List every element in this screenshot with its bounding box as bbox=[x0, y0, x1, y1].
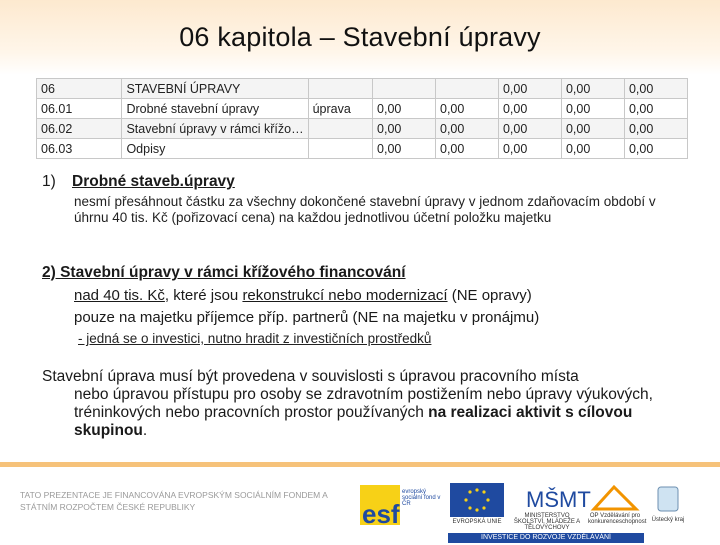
table-cell: 0,00 bbox=[561, 119, 624, 139]
section-1-heading: Drobné staveb.úpravy bbox=[72, 173, 235, 190]
line-a-end: (NE opravy) bbox=[447, 287, 532, 304]
table-cell: 0,00 bbox=[373, 99, 436, 119]
table-cell: 0,00 bbox=[561, 139, 624, 159]
table-cell: Stavební úpravy v rámci křížo… bbox=[122, 119, 308, 139]
table-cell bbox=[373, 79, 436, 99]
eu-flag bbox=[450, 483, 504, 525]
table-cell: 0,00 bbox=[498, 99, 561, 119]
table-cell: 0,00 bbox=[561, 79, 624, 99]
esf-label: evropský sociální fond v ČR bbox=[402, 489, 441, 507]
table-cell bbox=[308, 119, 372, 139]
table-cell: 0,00 bbox=[498, 119, 561, 139]
table-cell bbox=[308, 139, 372, 159]
reconstruction-underlined: rekonstrukcí nebo modernizací bbox=[242, 287, 448, 304]
section-1-number: 1) bbox=[42, 173, 56, 190]
table-cell: 0,00 bbox=[498, 139, 561, 159]
table-cell: 0,00 bbox=[624, 99, 687, 119]
footer bbox=[0, 462, 720, 545]
op-arrow-icon bbox=[588, 483, 642, 513]
table-cell bbox=[436, 79, 499, 99]
table-cell: 06.01 bbox=[37, 99, 122, 119]
op-logo bbox=[588, 483, 647, 531]
section-3-rest: nebo úpravou přístupu pro osoby se zdravotním postižením nebo úpravy výukových, tréninkových nebo pracovních prostor používaných bbox=[74, 386, 653, 421]
section-2-line-c: - jedná se o investici, nutno hradit z investičních prostředků bbox=[78, 331, 432, 346]
kraj-label: Ústecký kraj bbox=[651, 517, 685, 523]
table-cell: úprava bbox=[308, 99, 372, 119]
table-row bbox=[37, 99, 688, 119]
op-label: OP Vzdělávání pro konkurenceschopnost bbox=[588, 513, 647, 525]
table-cell: 0,00 bbox=[624, 79, 687, 99]
section-1-text: nesmí přesáhnout částku za všechny dokončené stavební úpravy v jednom zdaňovacím období v úhrnu 40 tis. Kč (pořizovací cena) na každou jednotlivou účetní položku majetku bbox=[74, 194, 656, 225]
table-cell: 0,00 bbox=[436, 119, 499, 139]
table-cell: Odpisy bbox=[122, 139, 308, 159]
investice-banner: INVESTICE DO ROZVOJE VZDĚLÁVÁNÍ bbox=[448, 533, 644, 543]
table-cell: 0,00 bbox=[373, 139, 436, 159]
eu-stars-icon bbox=[450, 483, 504, 517]
section-3-text bbox=[42, 368, 682, 440]
amount-underlined: nad 40 tis. Kč bbox=[74, 287, 165, 304]
table-cell: 0,00 bbox=[436, 99, 499, 119]
esf-logo bbox=[358, 483, 444, 531]
svg-text:MŠMT: MŠMT bbox=[526, 487, 591, 512]
section-1 bbox=[42, 173, 235, 191]
table-row bbox=[37, 79, 688, 99]
table-cell: 06 bbox=[37, 79, 122, 99]
kraj-crest-icon bbox=[648, 483, 688, 515]
kraj-logo bbox=[648, 483, 688, 531]
footer-text: TATO PREZENTACE JE FINANCOVÁNA EVROPSKÝM SOCIÁLNÍM FONDEM A STÁTNÍM ROZPOČTEM ČESKÉ REPUBLIKY bbox=[20, 490, 328, 512]
table-row bbox=[37, 139, 688, 159]
section-2-heading: 2) Stavební úpravy v rámci křížového financování bbox=[42, 264, 406, 281]
msmt-icon bbox=[512, 483, 591, 513]
budget-table bbox=[36, 78, 688, 159]
line-a-mid: , které jsou bbox=[164, 287, 243, 304]
table-cell: 0,00 bbox=[624, 139, 687, 159]
slide-title: 06 kapitola – Stavební úpravy bbox=[179, 22, 541, 52]
section-3-indented bbox=[42, 386, 682, 440]
msmt-label: MINISTERSTVO ŠKOLSTVÍ, MLÁDEŽE A TĚLOVÝCHOVY bbox=[513, 513, 581, 531]
section-3-bold: na realizaci aktivit s cílovou skupinou bbox=[74, 404, 633, 439]
table-cell bbox=[308, 79, 372, 99]
section-2-line-a bbox=[74, 287, 532, 304]
msmt-logo bbox=[512, 483, 591, 531]
svg-text:esf: esf bbox=[362, 499, 400, 529]
table-cell: Drobné stavební úpravy bbox=[122, 99, 308, 119]
table-cell: STAVEBNÍ ÚPRAVY bbox=[122, 79, 308, 99]
table-cell: 0,00 bbox=[436, 139, 499, 159]
table-cell: 0,00 bbox=[498, 79, 561, 99]
table-cell: 0,00 bbox=[624, 119, 687, 139]
eu-label: EVROPSKÁ UNIE bbox=[452, 519, 502, 525]
table-row bbox=[37, 119, 688, 139]
section-3-end: . bbox=[142, 422, 148, 439]
table-cell: 06.02 bbox=[37, 119, 122, 139]
table-cell: 0,00 bbox=[373, 119, 436, 139]
section-2-line-b: pouze na majetku příjemce příp. partnerů (NE na majetku v pronájmu) bbox=[74, 309, 540, 326]
table-cell: 06.03 bbox=[37, 139, 122, 159]
table-cell: 0,00 bbox=[561, 99, 624, 119]
section-3-first: Stavební úprava musí být provedena v souvislosti s úpravou pracovního místa bbox=[42, 368, 579, 385]
